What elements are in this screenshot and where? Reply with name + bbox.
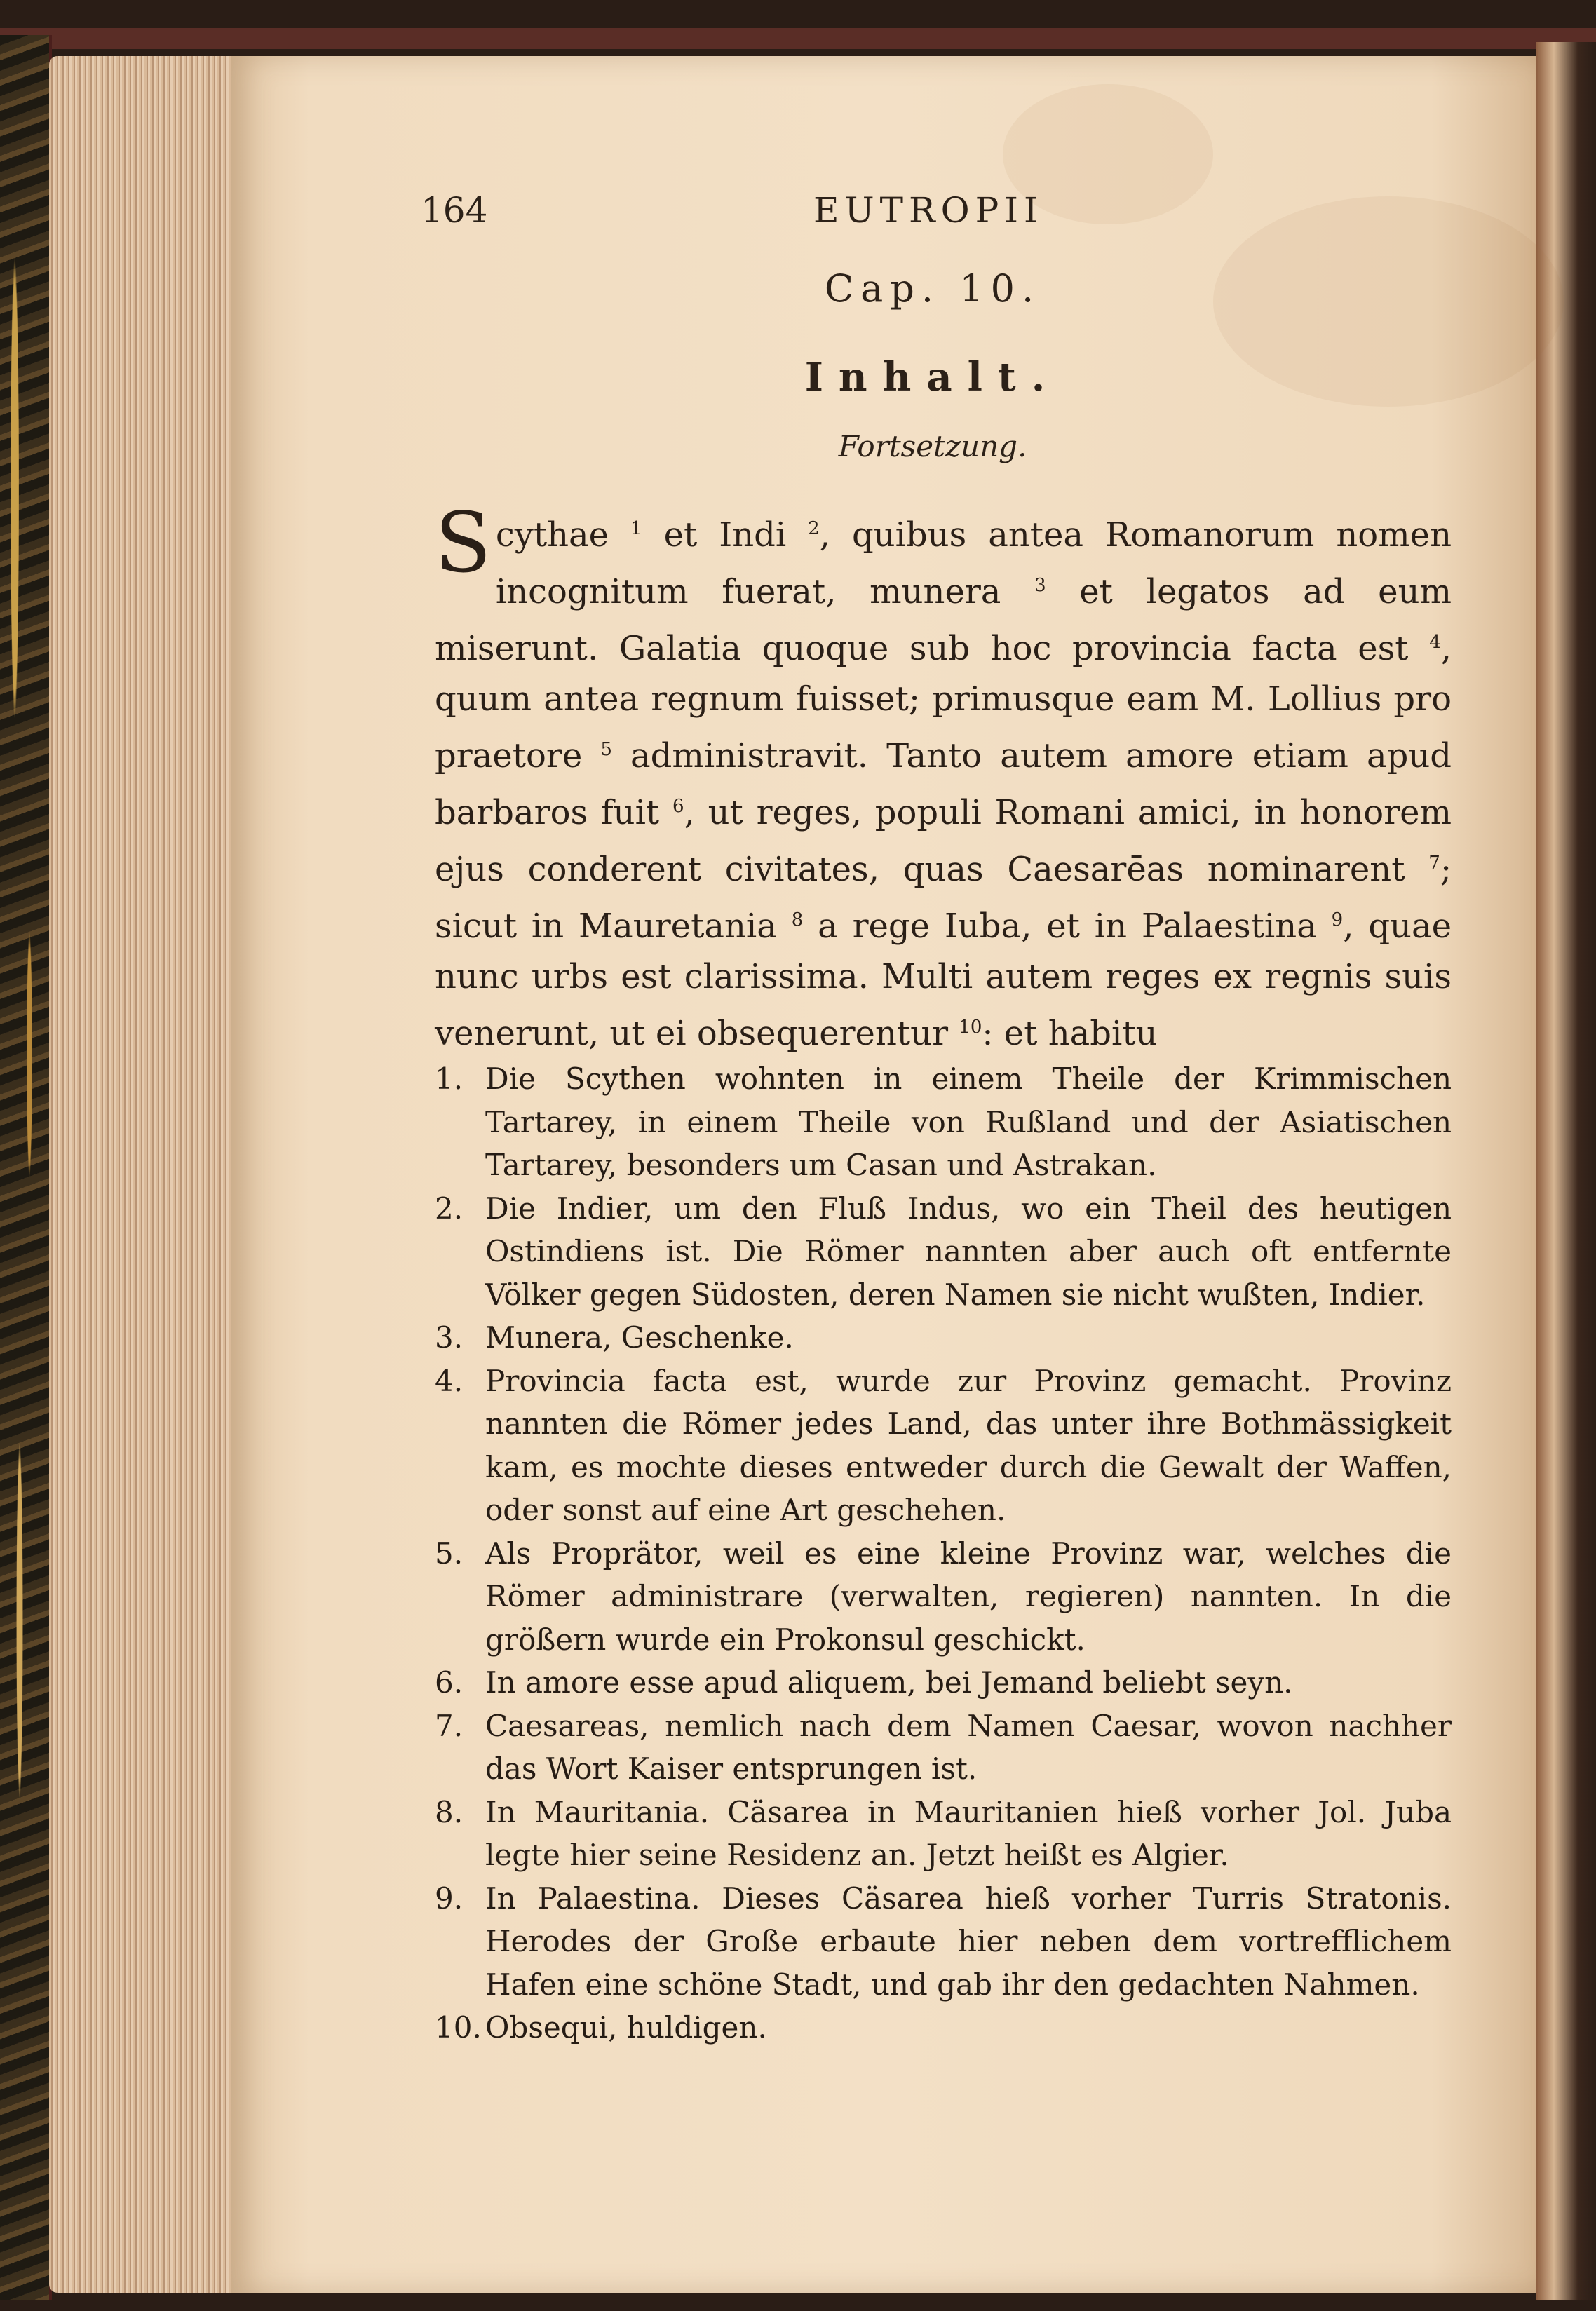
latin-text-segment: , quum antea regnum fuisset; primusque eam M. Lollius pro praetore	[435, 629, 1452, 775]
footnote-text: In Palaestina. Dieses Cäsarea hieß vorher Turris Stratonis. Herodes der Große erbaute hier neben dem vortrefflichem Hafen eine schöne Stadt, und gab ihr den gedachten Nahmen.	[485, 1880, 1452, 2002]
latin-text-segment: , quibus antea Romanorum nomen incognitum fuerat, munera	[495, 515, 1452, 611]
footnote	[435, 1187, 1452, 1317]
footnote	[435, 2006, 1452, 2049]
contents-heading: Inhalt.	[804, 354, 1061, 400]
footnote-marker: 8	[791, 909, 804, 930]
footnote-number: 9.	[435, 1880, 464, 1916]
footnote-text: In Mauritania. Cäsarea in Mauritanien hieß vorher Jol. Juba legte hier seine Residenz an. Jetzt heißt es Algier.	[485, 1794, 1452, 1872]
footnote-text: Provincia facta est, wurde zur Provinz gemacht. Provinz nannten die Römer jedes Land, das unter ihre Bothmässigkeit kam, es mochte dieses entweder durch die Gewalt der Waffen, oder sonst auf eine Art geschehen.	[485, 1363, 1452, 1527]
footnote	[435, 1057, 1452, 1187]
footnote-number: 5.	[435, 1536, 464, 1571]
footnote-number: 1.	[435, 1062, 464, 1096]
latin-text-segment: , quae nunc urbs est clarissima. Multi autem reges ex regnis suis venerunt, ut ei obsequerentur	[435, 907, 1452, 1053]
footnote-marker: 4	[1429, 632, 1441, 653]
footnote	[435, 1791, 1452, 1877]
facing-page-edge	[1536, 42, 1596, 2300]
footnote	[435, 1532, 1452, 1662]
chapter-heading: Cap. 10.	[824, 266, 1041, 311]
footnote-text: Obsequi, huldigen.	[485, 2010, 767, 2045]
footnote-number: 8.	[435, 1794, 464, 1829]
page-number: 164	[421, 190, 488, 231]
footnote-text: Als Proprätor, weil es eine kleine Provinz war, welches die Römer administrare (verwalten, regieren) nannten. In die größern wurde ein Prokonsul geschickt.	[485, 1536, 1452, 1657]
footnote-number: 10.	[435, 2010, 482, 2045]
footnote	[435, 1705, 1452, 1791]
footnotes	[435, 1057, 1452, 2049]
footnote-marker: 6	[672, 796, 684, 817]
latin-text-segment: et Indi	[642, 515, 809, 555]
latin-text-segment: et legatos ad eum miserunt. Galatia quoque sub hoc provincia facta est	[435, 572, 1452, 668]
footnote-marker: 10	[959, 1017, 982, 1038]
footnote-marker: 7	[1428, 853, 1440, 874]
footnote-number: 7.	[435, 1708, 464, 1743]
footnote	[435, 1360, 1452, 1532]
latin-text-segment: cythae	[495, 515, 631, 555]
footnote-text: Die Scythen wohnten in einem Theile der Krimmischen Tartarey, in einem Theile von Rußland und der Asiatischen Tartarey, besonders um Casan und Astrakan.	[485, 1062, 1452, 1182]
footnote-text: In amore esse apud aliquem, bei Jemand beliebt seyn.	[485, 1665, 1293, 1700]
latin-text-segment: ; sicut in Mauretania	[435, 850, 1452, 946]
footnote-number: 6.	[435, 1665, 464, 1700]
latin-main-text	[435, 494, 1452, 1059]
marbled-cover	[0, 35, 52, 2300]
footnote-text: Munera, Geschenke.	[485, 1320, 794, 1355]
footnote	[435, 1316, 1452, 1360]
latin-text-segment: : et habitu	[982, 1014, 1158, 1053]
footnote-marker: 5	[600, 739, 612, 760]
footnote-marker: 2	[808, 518, 820, 539]
drop-cap: S	[435, 494, 492, 591]
latin-text-segment: a rege Iuba, et in Palaestina	[803, 907, 1332, 946]
footnote-marker: 1	[630, 518, 642, 539]
latin-text-segment: administravit. Tanto autem amore etiam apud barbaros fuit	[435, 736, 1452, 832]
footnote-marker: 3	[1034, 575, 1046, 596]
footnote-text: Caesareas, nemlich nach dem Namen Caesar, wovon nachher das Wort Kaiser entsprungen ist.	[485, 1708, 1452, 1786]
page-header	[421, 189, 1445, 231]
footnote-number: 3.	[435, 1320, 464, 1355]
footnote-number: 4.	[435, 1363, 464, 1398]
page-block-edges	[49, 56, 259, 2293]
footnote-number: 2.	[435, 1191, 464, 1226]
latin-text-segment: , ut reges, populi Romani amici, in honorem ejus conderent civitates, quas Caesarēas nominarent	[435, 793, 1452, 889]
footnote-marker: 9	[1331, 909, 1344, 930]
contents-subheading: Fortsetzung.	[838, 429, 1027, 463]
binding-top	[0, 28, 1596, 49]
running-title: EUTROPII	[813, 190, 1043, 231]
footnote-text: Die Indier, um den Fluß Indus, wo ein Theil des heutigen Ostindiens ist. Die Römer nannten aber auch oft entfernte Völker gegen Südosten, deren Namen sie nicht wußten, Indier.	[485, 1191, 1452, 1312]
footnote	[435, 1661, 1452, 1705]
footnote	[435, 1877, 1452, 2007]
